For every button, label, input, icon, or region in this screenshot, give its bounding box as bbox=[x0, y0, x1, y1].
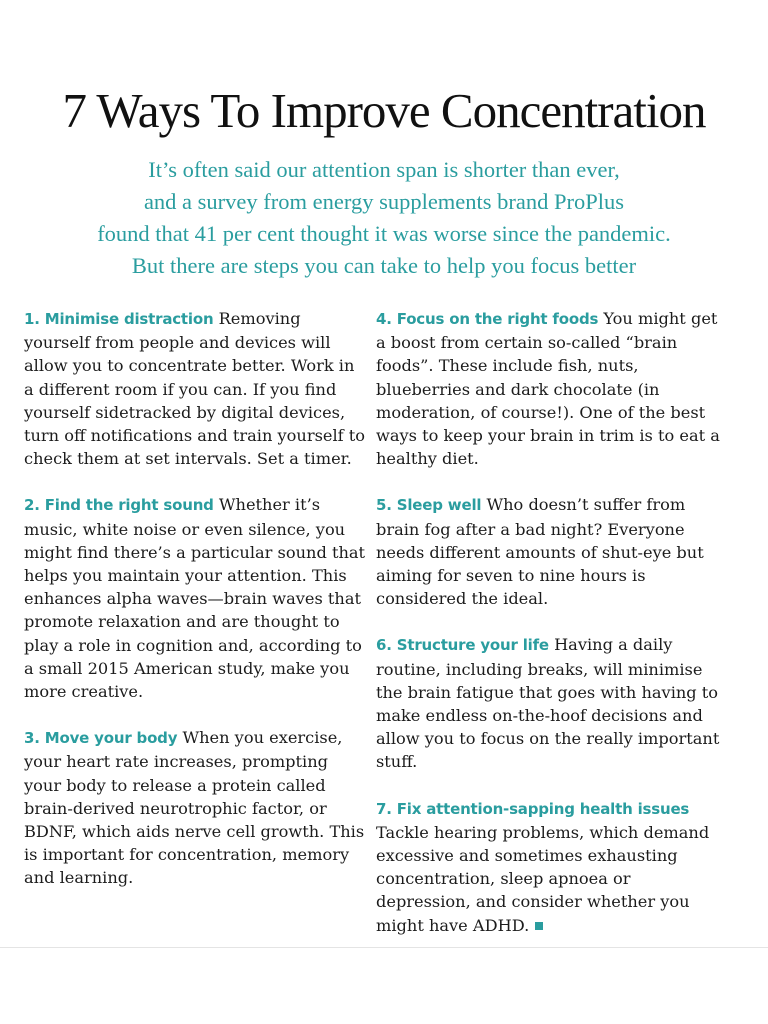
tip-heading: 1. Minimise distraction bbox=[24, 310, 214, 328]
tip-heading: 2. Find the right sound bbox=[24, 496, 214, 515]
tip-6 bbox=[376, 633, 726, 773]
intro-line: found that 41 per cent thought it was worse since the pandemic. bbox=[97, 221, 671, 246]
tip-4 bbox=[376, 307, 726, 470]
intro-line: and a survey from energy supplements brand ProPlus bbox=[143, 189, 625, 214]
tip-heading: 5. Sleep well bbox=[376, 496, 482, 515]
tip-heading: 7. Fix attention-sapping health issues bbox=[376, 799, 690, 818]
tip-body: Whether it’s music, white noise or even silence, you might find there’s a particular sound that helps you maintain your attention. This enhances alpha waves—brain waves that promote relaxation and are thought to play a role in cognition and, according to a small 2015 American study, make you more creative. bbox=[24, 495, 366, 702]
tip-heading: 6. Structure your life bbox=[376, 636, 549, 655]
tip-body: When you exercise, your heart rate increases, prompting your body to release a protein called brain-derived neurotrophic factor, or BDNF, which aids nerve cell growth. This is important for concentration, memory and learning. bbox=[24, 728, 365, 888]
tip-heading: 3. Move your body bbox=[24, 729, 178, 748]
end-square-icon bbox=[535, 922, 543, 930]
tip-1 bbox=[24, 307, 366, 470]
tip-body: Who doesn’t suffer from brain fog after a bad night? Everyone needs different amounts of shut-eye but aiming for seven to nine hours is considered the ideal. bbox=[376, 495, 704, 609]
tip-7 bbox=[376, 797, 726, 937]
tip-body: Having a daily routine, including breaks, will minimise the brain fatigue that goes with having to make endless on-the-hoof decisions and allow you to focus on the really important stuff. bbox=[376, 635, 720, 772]
article-intro bbox=[30, 154, 738, 282]
right-column bbox=[376, 307, 726, 960]
intro-line: It’s often said our attention span is shorter than ever, bbox=[148, 157, 620, 182]
tip-3 bbox=[24, 726, 366, 889]
article-title: 7 Ways To Improve Concentration bbox=[62, 83, 706, 138]
tip-body: You might get a boost from certain so-called “brain foods”. These include fish, nuts, blueberries and dark chocolate (in moderation, of course!). One of the best ways to keep your brain in trim is to eat a healthy diet. bbox=[376, 309, 720, 469]
tip-2 bbox=[24, 493, 366, 703]
tip-5 bbox=[376, 493, 726, 610]
tip-body: Tackle hearing problems, which demand excessive and sometimes exhausting concentration, sleep apnoea or depression, and consider whether you might have ADHD. bbox=[376, 822, 710, 935]
intro-line: But there are steps you can take to help you focus better bbox=[131, 253, 637, 278]
tip-heading: 4. Focus on the right foods bbox=[376, 310, 599, 328]
left-column bbox=[24, 307, 366, 913]
page-divider bbox=[0, 947, 768, 948]
tip-body: Removing yourself from people and devices will allow you to concentrate better. Work in a different room if you can. If you find yourself sidetracked by digital devices, turn off notifications and train yourself to check them at set intervals. Set a timer. bbox=[24, 309, 366, 469]
